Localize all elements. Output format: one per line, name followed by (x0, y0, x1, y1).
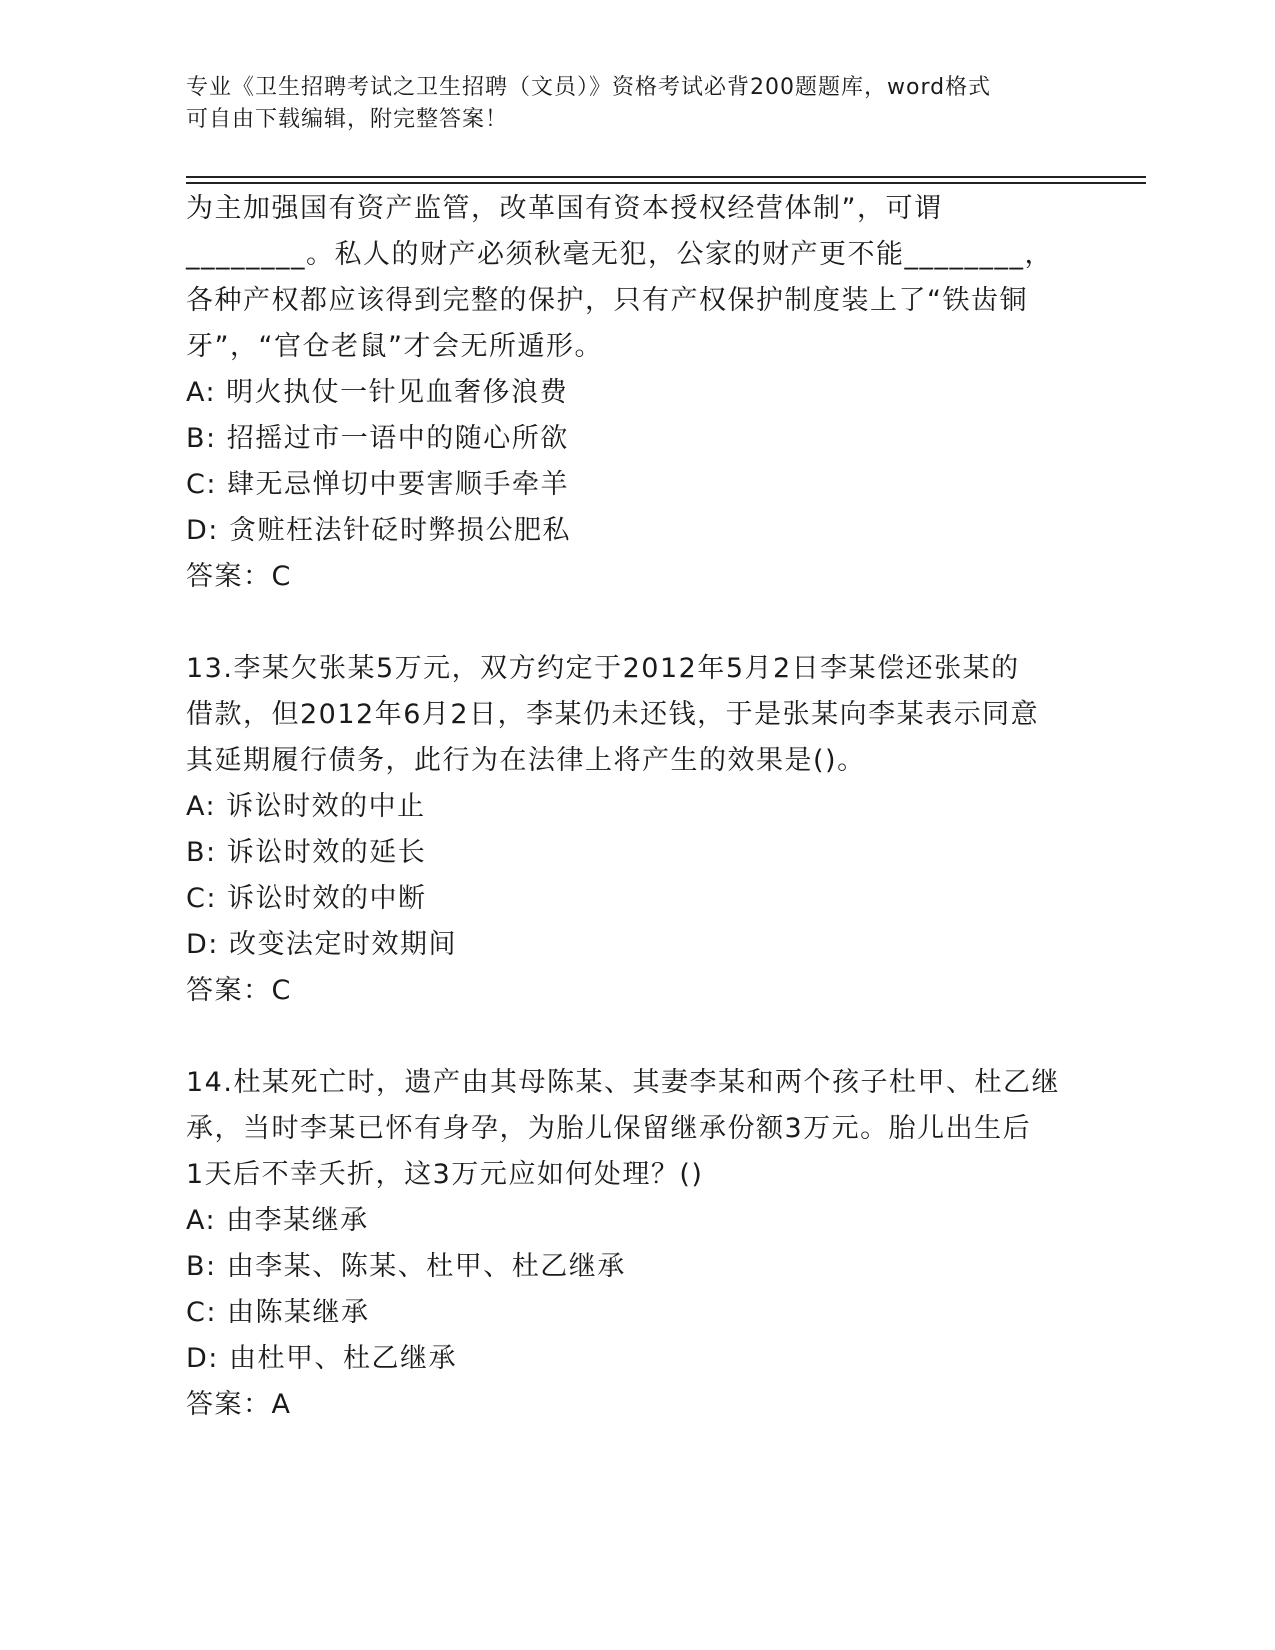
question-stem-line: 承，当时李某已怀有身孕，为胎儿保留继承份额3万元。胎儿出生后 (186, 1113, 1032, 1144)
option-d: D: 改变法定时效期间 (186, 929, 457, 960)
question-stem-line: 为主加强国有资产监管，改革国有资本授权经营体制”，可谓 (186, 193, 943, 224)
question-stem-line: 13.李某欠张某5万元，双方约定于2012年5月2日李某偿还张某的 (186, 653, 1020, 684)
question-stem-line: 借款，但2012年6月2日，李某仍未还钱，于是张某向李某表示同意 (186, 699, 1040, 730)
header-divider-top (186, 176, 1146, 178)
option-a: A: 明火执仗一针见血奢侈浪费 (186, 377, 569, 408)
question-stem-line: 各种产权都应该得到完整的保护，只有产权保护制度装上了“铁齿铜 (186, 285, 1028, 316)
question-13 (186, 646, 1086, 1014)
document-header (186, 72, 1066, 136)
question-stem-line: ________。私人的财产必须秋毫无犯，公家的财产更不能________， (186, 239, 1053, 270)
spacer (186, 1014, 1086, 1060)
option-a: A: 诉讼时效的中止 (186, 791, 426, 822)
answer: 答案：C (186, 561, 292, 592)
header-line-1: 专业《卫生招聘考试之卫生招聘（文员）》资格考试必背200题题库，word格式 (186, 75, 992, 100)
question-stem-line: 14.杜某死亡时，遗产由其母陈某、其妻李某和两个孩子杜甲、杜乙继 (186, 1067, 1060, 1098)
question-14 (186, 1060, 1086, 1428)
header-divider-bottom (186, 182, 1146, 184)
option-c: C: 诉讼时效的中断 (186, 883, 427, 914)
question-stem-line: 其延期履行债务，此行为在法律上将产生的效果是()。 (186, 745, 866, 776)
question-12 (186, 186, 1086, 600)
option-c: C: 由陈某继承 (186, 1297, 370, 1328)
spacer (186, 600, 1086, 646)
option-c: C: 肆无忌惮切中要害顺手牵羊 (186, 469, 570, 500)
question-stem-line: 1天后不幸夭折，这3万元应如何处理？() (186, 1159, 704, 1190)
option-d: D: 贪赃枉法针砭时弊损公肥私 (186, 515, 571, 546)
question-stem-line: 牙”，“官仓老鼠”才会无所遁形。 (186, 331, 603, 362)
option-a: A: 由李某继承 (186, 1205, 369, 1236)
document-body (186, 186, 1086, 1428)
option-b: B: 诉讼时效的延长 (186, 837, 427, 868)
answer: 答案：A (186, 1389, 292, 1420)
option-d: D: 由杜甲、杜乙继承 (186, 1343, 457, 1374)
answer: 答案：C (186, 975, 292, 1006)
header-line-2: 可自由下载编辑，附完整答案！ (186, 107, 509, 132)
option-b: B: 由李某、陈某、杜甲、杜乙继承 (186, 1251, 626, 1282)
option-b: B: 招摇过市一语中的随心所欲 (186, 423, 569, 454)
